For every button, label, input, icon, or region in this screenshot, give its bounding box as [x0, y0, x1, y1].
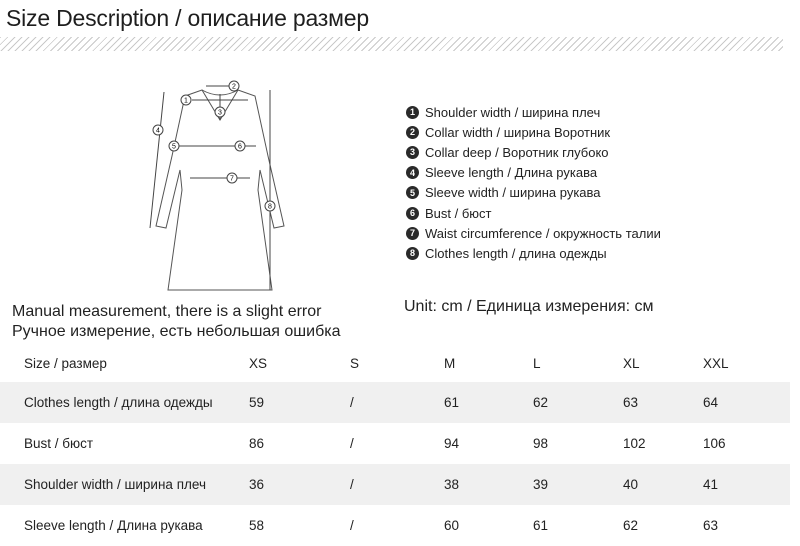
- legend-item: [406, 122, 661, 142]
- legend-item-label: Collar width / ширина Воротник: [425, 124, 611, 140]
- header-label: Size / размер: [24, 355, 107, 371]
- number-2-icon: 2: [406, 126, 419, 139]
- number-3-icon: 3: [406, 146, 419, 159]
- table-cell: 86: [249, 436, 265, 451]
- table-cell: /: [350, 518, 354, 533]
- table-cell: 41: [703, 477, 719, 492]
- table-header-row: [0, 344, 790, 382]
- number-6-icon: 6: [406, 207, 419, 220]
- size-m-header: M: [444, 355, 456, 371]
- legend-item-label: Sleeve width / ширина рукава: [425, 185, 601, 201]
- table-cell: /: [350, 477, 354, 492]
- table-cell: 60: [444, 518, 460, 533]
- page-title: Size Description / описание размер: [6, 5, 369, 31]
- legend-item: [406, 142, 661, 162]
- marker-5: 5: [172, 143, 176, 151]
- size-l-header: L: [533, 355, 541, 371]
- table-row: [0, 505, 790, 546]
- legend-item: [406, 243, 661, 263]
- table-cell: 39: [533, 477, 549, 492]
- legend-item-label: Collar deep / Воротник глубоко: [425, 144, 609, 160]
- legend-item-label: Clothes length / длина одежды: [425, 245, 607, 261]
- number-5-icon: 5: [406, 186, 419, 199]
- table-cell: 62: [533, 395, 549, 410]
- table-cell: 61: [444, 395, 460, 410]
- legend-item-label: Bust / бюст: [425, 205, 492, 221]
- size-table: [0, 344, 790, 546]
- table-cell: 64: [703, 395, 719, 410]
- table-cell: 98: [533, 436, 549, 451]
- table-cell: /: [350, 436, 354, 451]
- legend-item: [406, 163, 661, 183]
- table-cell: 38: [444, 477, 460, 492]
- size-s-header: S: [350, 355, 360, 371]
- number-7-icon: 7: [406, 227, 419, 240]
- number-4-icon: 4: [406, 166, 419, 179]
- marker-2: 2: [232, 83, 236, 91]
- title-divider: [0, 37, 783, 51]
- marker-6: 6: [238, 143, 242, 151]
- table-cell: 40: [623, 477, 639, 492]
- table-cell: 63: [703, 518, 719, 533]
- legend-item: [406, 102, 661, 122]
- size-xxl-header: XXL: [703, 355, 729, 371]
- legend-item: [406, 203, 661, 223]
- legend-item-label: Waist circumference / окружность талии: [425, 225, 661, 241]
- marker-1: 1: [184, 97, 188, 105]
- measurement-note: [12, 302, 341, 342]
- marker-3: 3: [218, 109, 222, 117]
- legend-item: [406, 183, 661, 203]
- row-label: Sleeve length / Длина рукава: [24, 518, 203, 533]
- table-cell: 59: [249, 395, 265, 410]
- table-cell: 106: [703, 436, 726, 451]
- size-xs-header: XS: [249, 355, 268, 371]
- table-cell: /: [350, 395, 354, 410]
- table-row: [0, 464, 790, 505]
- legend-item: [406, 223, 661, 243]
- number-8-icon: 8: [406, 247, 419, 260]
- measurement-note-ru: Ручное измерение, есть небольшая ошибка: [12, 323, 341, 340]
- legend-item-label: Sleeve length / Длина рукава: [425, 165, 598, 181]
- table-cell: 63: [623, 395, 639, 410]
- table-cell: 58: [249, 518, 265, 533]
- unit-note: Unit: cm / Единица измерения: см: [404, 298, 654, 315]
- table-cell: 61: [533, 518, 549, 533]
- marker-4: 4: [156, 127, 160, 135]
- table-cell: 36: [249, 477, 265, 492]
- table-cell: 94: [444, 436, 460, 451]
- table-row: [0, 382, 790, 423]
- marker-8: 8: [268, 203, 272, 211]
- table-cell: 102: [623, 436, 646, 451]
- table-cell: 62: [623, 518, 639, 533]
- measurement-legend: [406, 102, 661, 264]
- row-label: Bust / бюст: [24, 436, 94, 451]
- table-row: [0, 423, 790, 464]
- size-xl-header: XL: [623, 355, 640, 371]
- measurement-note-en: Manual measurement, there is a slight error: [12, 303, 322, 320]
- row-label: Shoulder width / ширина плеч: [24, 477, 206, 492]
- dress-measurement-diagram: [140, 78, 300, 298]
- marker-7: 7: [230, 175, 234, 183]
- number-1-icon: 1: [406, 106, 419, 119]
- legend-item-label: Shoulder width / ширина плеч: [425, 104, 601, 120]
- row-label: Clothes length / длина одежды: [24, 395, 213, 410]
